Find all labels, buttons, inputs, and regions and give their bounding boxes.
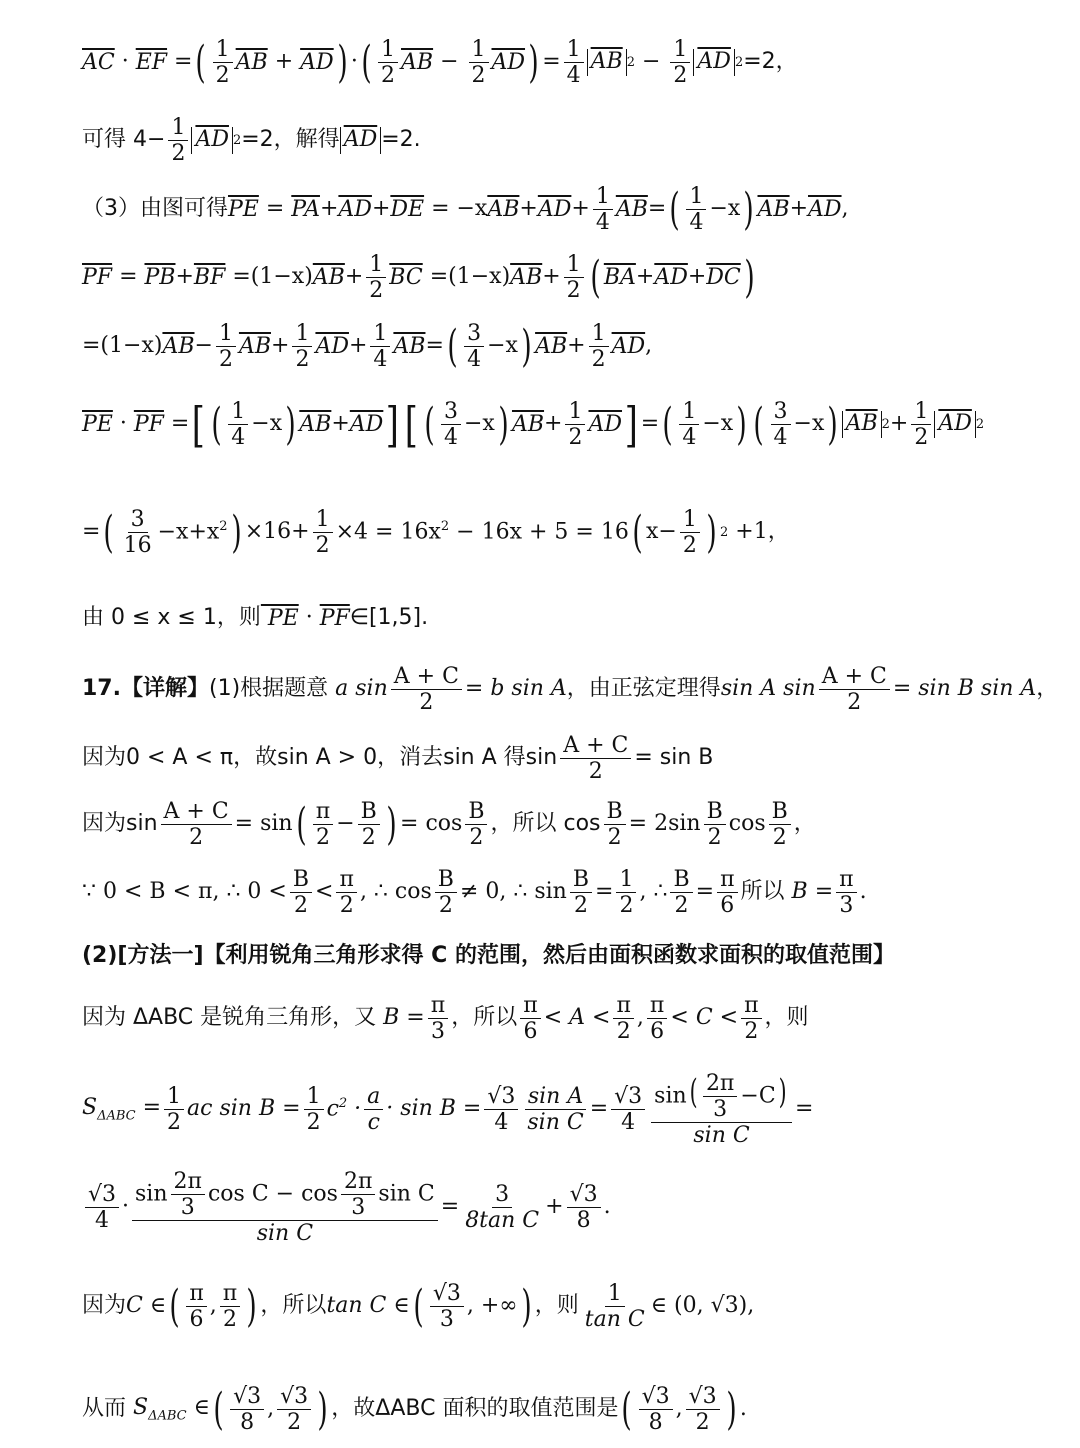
p17-l11-t2: ，所以 cos bbox=[490, 811, 601, 837]
p17-l18-t1: 从而 bbox=[82, 1396, 127, 1422]
p17-l14-t3: ，则 bbox=[764, 1005, 809, 1031]
step-tan-range: 因为 C ∈ ( $\frac{\pi}{6}$ , $\frac{\pi}{2}$ ) ，所以 tan C ∈ ( $\frac{√3}{3}$ , +∞ ) ，则 $\frac{1}{\text{tan C}}$ ∈ (0, √3), bbox=[82, 1280, 755, 1333]
p17-l17-t3: ，则 bbox=[534, 1293, 579, 1319]
method-one-title: (2)[方法一]【利用锐角三角形求得 C 的范围，然后由面积函数求面积的取值范围】 bbox=[82, 943, 895, 968]
p17-l12-t1: 所以 bbox=[740, 879, 785, 905]
equation-ac-ef: $\overline{AC}$ · $\overline{EF}$ = ( $\frac{1}{2}$ $\overline{AB}$ + $\overline{AD}$ ) · ( $\frac{1}{2}$ $\overline{AB}$ − $\frac{1}{2}$ $\overline{AD}$ ) = $\frac{1}{4}$ $\overline{AB}$ 2 − $\frac{1}{2}$ $\overline{AD}$ 2 =2， bbox=[82, 36, 798, 89]
step-cancel-sin-a: 因为0 < A < π，故sin A > 0，消去sin A 得sin $\frac{A + C}{2}$ = sin B bbox=[82, 733, 714, 785]
equation-solve-ad: 可得 4− $\frac{1}{2}$ $\overline{AD}$ 2 =2，解得 $\overline{AD}$ =2. bbox=[82, 115, 421, 167]
equation-pf-cont: =(1−x) $\overline{AB}$ − $\frac{1}{2}$ $\overline{AB}$ + $\frac{1}{2}$ $\overline{AD}$ + $\frac{1}{4}$ $\overline{AB}$ = ( $\frac{3}{4}$ −x ) $\overline{AB}$ + $\frac{1}{2}$ $\overline{AD}$ , bbox=[82, 320, 653, 373]
area-range-conclusion: 从而 $S_{\Delta ABC}$ ∈ ( $\frac{√3}{8}$ , $\frac{√3}{2}$ ) ，故ΔABC 面积的取值范围是 ( $\frac{√3}{8}$ , $\frac{√3}{2}$ ) . bbox=[82, 1383, 747, 1436]
equation-pe: （3）由图可得 $\overline{PE}$ = $\overline{PA}$ + $\overline{AD}$ + $\overline{DE}$ = −x $\overline{AB}$ + $\overline{AD}$ + $\frac{1}{4}$ $\overline{AB}$ = ( $\frac{1}{4}$ −x ) $\overline{AB}$ + $\overline{AD}$ , bbox=[82, 183, 849, 236]
range-post: ∈[1,5]. bbox=[349, 605, 429, 630]
p17-l18-t2: ，故ΔABC 面积的取值范围是 bbox=[331, 1396, 619, 1422]
area-simplified: $\frac{√3}{4}$ · sin $\frac{2\pi}{3}$ cos C − cos $\frac{2\pi}{3}$ sin C sin C = $\frac{3}{\text{8tan C}}$ + $\frac{√3}{8}$ . bbox=[82, 1170, 1040, 1245]
part3-intro: （3）由图可得 bbox=[82, 196, 228, 222]
p17-t3: ， bbox=[1036, 676, 1059, 702]
range-conclusion: 由 0 ≤ x ≤ 1，则 PE · $\overline{PF}$ ∈[1,5]. bbox=[82, 605, 429, 631]
eq1-result: =2， bbox=[743, 49, 798, 75]
p17-l17-t1: 因为 bbox=[82, 1293, 127, 1319]
p17-l14-t2: ，所以 bbox=[451, 1005, 518, 1031]
step-find-b: ∵ 0 < B < π, ∴ 0 < $\frac{B}{2}$ < $\frac{\pi}{2}$ , ∴ cos $\frac{B}{2}$ ≠ 0, ∴ sin $\frac{B}{2}$ = $\frac{1}{2}$ , ∴ $\frac{B}{2}$ = $\frac{\pi}{6}$ 所以 B = $\frac{\pi}{3}$ . bbox=[82, 867, 867, 919]
p17-l17-t2: ，所以 bbox=[260, 1293, 327, 1319]
p17-l14-t1: 因为 ΔABC 是锐角三角形，又 bbox=[82, 1005, 377, 1031]
p17-l10-t2: = sin B bbox=[634, 745, 714, 771]
method-one-heading bbox=[82, 943, 1040, 969]
problem-17-part1: 17.【详解】 (1)根据题意 a sin $\frac{A + C}{2}$ = b sin A ，由正弦定理得 sin A sin $\frac{A + C}{2}$ = sin B sin A ， bbox=[82, 664, 1059, 716]
problem-17-heading: 17.【详解】 bbox=[82, 676, 209, 702]
equation-quadratic: = ( $\frac{3}{16}$ $-x+x^2$ ) ×16+ $\frac{1}{2}$ $\times 4 = 16x^2 - 16x + 5 = 16$ ( x− $\frac{1}{2}$ ) 2 +1， bbox=[82, 506, 790, 559]
equation-pe-dot-pf: $\overline{PE}$ · $\overline{PF}$ = [ ( $\frac{1}{4}$ −x ) $\overline{AB}$ + $\overline{AD}$ ] [ ( $\frac{3}{4}$ −x ) $\overline{AB}$ + $\frac{1}{2}$ $\overline{AD}$ ] = ( $\frac{1}{4}$ −x ) ( $\frac{3}{4}$ −x ) $\overline{AB}$ 2 + $\frac{1}{2}$ $\overline{AD}$ 2 bbox=[82, 396, 985, 453]
p17-l11-t1: 因为sin bbox=[82, 811, 158, 837]
area-formula: $S_{\Delta ABC}$ = $\frac{1}{2}$ ac sin B = $\frac{1}{2}$ $c^2$ · $\frac{a}{c}$ · sin B = $\frac{√3}{4}$ $\frac{\text{sin A}}{\text{sin C}}$ = $\frac{√3}{4}$ sin( $\frac{2\pi}{3}$ −C) sin C = bbox=[82, 1071, 814, 1149]
p17-t1: (1)根据题意 bbox=[208, 676, 329, 702]
p17-l10-t1: 因为0 < A < π，故sin A > 0，消去sin A 得sin bbox=[82, 745, 558, 771]
step-acute-triangle: 因为 ΔABC 是锐角三角形，又 B = $\frac{\pi}{3}$ ，所以 $\frac{\pi}{6}$ < A < $\frac{\pi}{2}$ , $\frac{\pi}{6}$ < C < $\frac{\pi}{2}$ ，则 bbox=[82, 993, 809, 1045]
eq2-pre: 可得 4− bbox=[82, 127, 166, 153]
range-pre: 由 0 ≤ x ≤ 1，则 bbox=[82, 605, 261, 630]
p17-l11-t3: ， bbox=[793, 811, 816, 837]
equation-pf: $\overline{PF}$ = $\overline{PB}$ + $\overline{BF}$ =(1−x) $\overline{AB}$ + $\frac{1}{2}$ $\overline{BC}$ =(1−x) $\overline{AB}$ + $\frac{1}{2}$ ( $\overline{BA}$ + $\overline{AD}$ + $\overline{DC}$ ) bbox=[82, 251, 755, 304]
eq2-mid: =2，解得 bbox=[241, 127, 340, 153]
step-cos-identity: 因为sin $\frac{A + C}{2}$ = sin ( $\frac{\pi}{2}$ − $\frac{B}{2}$ ) = cos $\frac{B}{2}$ ，所以 cos $\frac{B}{2}$ = 2sin $\frac{B}{2}$ cos $\frac{B}{2}$ ， bbox=[82, 798, 816, 851]
eq2-post: =2. bbox=[381, 127, 421, 153]
p17-t2: ，由正弦定理得 bbox=[566, 676, 721, 702]
